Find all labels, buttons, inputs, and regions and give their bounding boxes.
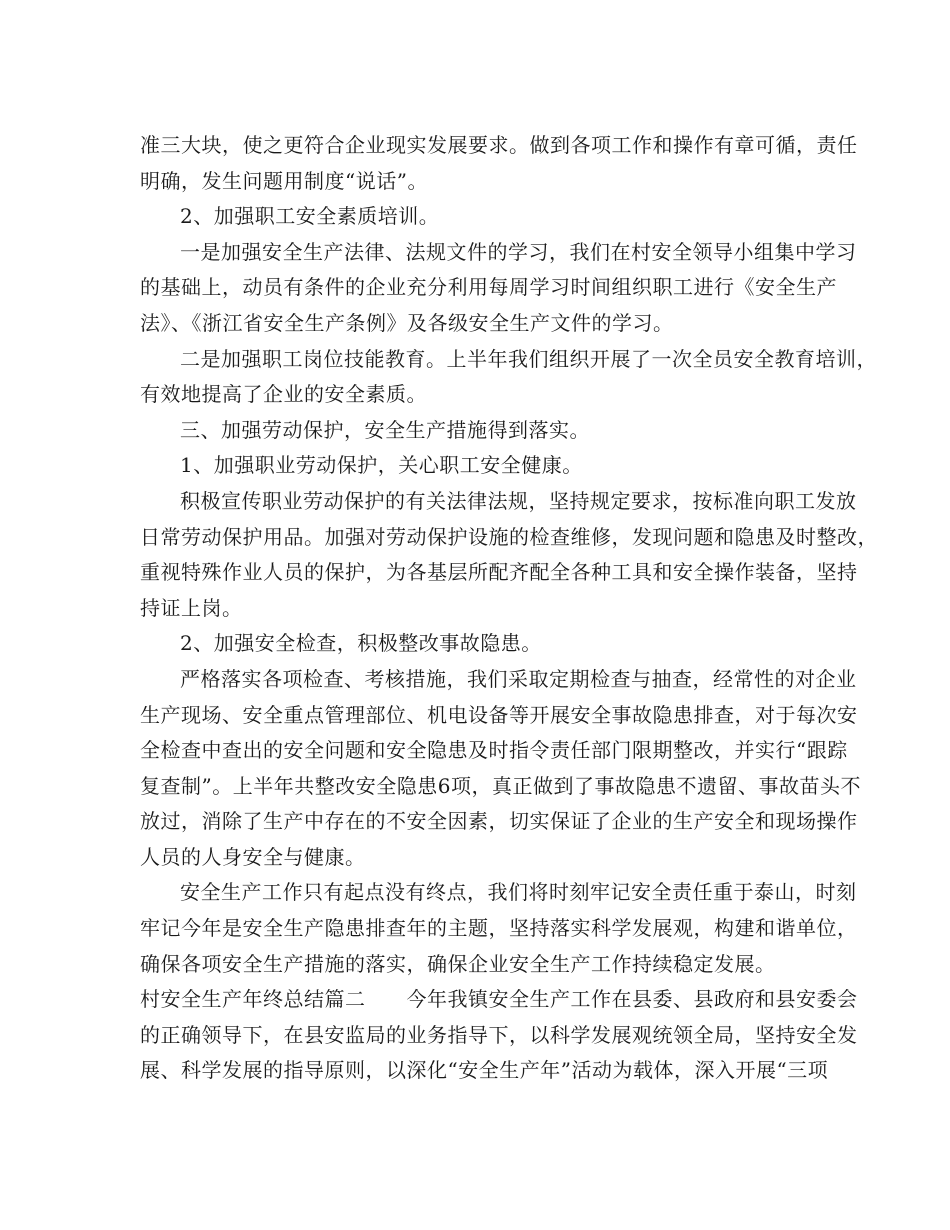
text-line: 全检查中查出的安全问题和安全隐患及时指令责任部门限期整改，并实行“跟踪 <box>140 738 848 763</box>
text-line: 二是加强职工岗位技能教育。上半年我们组织开展了一次全员安全教育培训， <box>180 346 877 371</box>
text-line: 一是加强安全生产法律、法规文件的学习，我们在村安全领导小组集中学习 <box>180 239 857 264</box>
text-line: 的正确领导下，在县安监局的业务指导下，以科学发展观统领全局，坚持安全发 <box>140 1022 858 1047</box>
text-line: 1、加强职业劳动保护，关心职工安全健康。 <box>180 453 583 478</box>
text-line: 复查制”。上半年共整改安全隐患6项，真正做到了事故隐患不遗留、事故苗头不 <box>140 773 861 798</box>
text-line: 放过，消除了生产中存在的不安全因素，切实保证了企业的生产安全和现场操作 <box>140 809 858 834</box>
text-line: 村安全生产年终总结篇二 今年我镇安全生产工作在县委、县政府和县安委会 <box>140 987 858 1012</box>
text-line: 牢记今年是安全生产隐患排查年的主题，坚持落实科学发展观，构建和谐单位， <box>140 916 858 941</box>
document-body <box>140 128 878 1089</box>
text-line: 明确，发生问题用制度“说话”。 <box>140 168 428 193</box>
text-line: 持证上岗。 <box>140 595 243 620</box>
text-line: 严格落实各项检查、考核措施，我们采取定期检查与抽查，经常性的对企业 <box>180 666 857 691</box>
text-line: 有效地提高了企业的安全素质。 <box>140 382 427 407</box>
text-line: 安全生产工作只有起点没有终点，我们将时刻牢记安全责任重于泰山，时刻 <box>180 880 857 905</box>
text-line: 法》、《浙江省安全生产条例》及各级安全生产文件的学习。 <box>140 310 674 335</box>
text-line: 展、科学发展的指导原则，以深化“安全生产年”活动为载体，深入开展“三项 <box>140 1058 829 1083</box>
text-line: 三、加强劳动保护，安全生产措施得到落实。 <box>180 417 590 442</box>
text-line: 人员的人身安全与健康。 <box>140 844 366 869</box>
text-line: 准三大块，使之更符合企业现实发展要求。做到各项工作和操作有章可循，责任 <box>140 133 858 157</box>
text-line: 日常劳动保护用品。加强对劳动保护设施的检查维修，发现问题和隐患及时整改， <box>140 524 878 549</box>
text-line: 生产现场、安全重点管理部位、机电设备等开展安全事故隐患排查，对于每次安 <box>140 702 858 727</box>
text-line: 2、加强职工安全素质培训。 <box>180 204 440 229</box>
text-line: 确保各项安全生产措施的落实，确保企业安全生产工作持续稳定发展。 <box>140 951 776 976</box>
text-line: 积极宣传职业劳动保护的有关法律法规，坚持规定要求，按标准向职工发放 <box>180 488 857 513</box>
text-line: 的基础上，动员有条件的企业充分利用每周学习时间组织职工进行《安全生产 <box>140 275 837 300</box>
text-line: 重视特殊作业人员的保护，为各基层所配齐配全各种工具和安全操作装备，坚持 <box>140 560 858 585</box>
text-line: 2、加强安全检查，积极整改事故隐患。 <box>180 631 542 656</box>
